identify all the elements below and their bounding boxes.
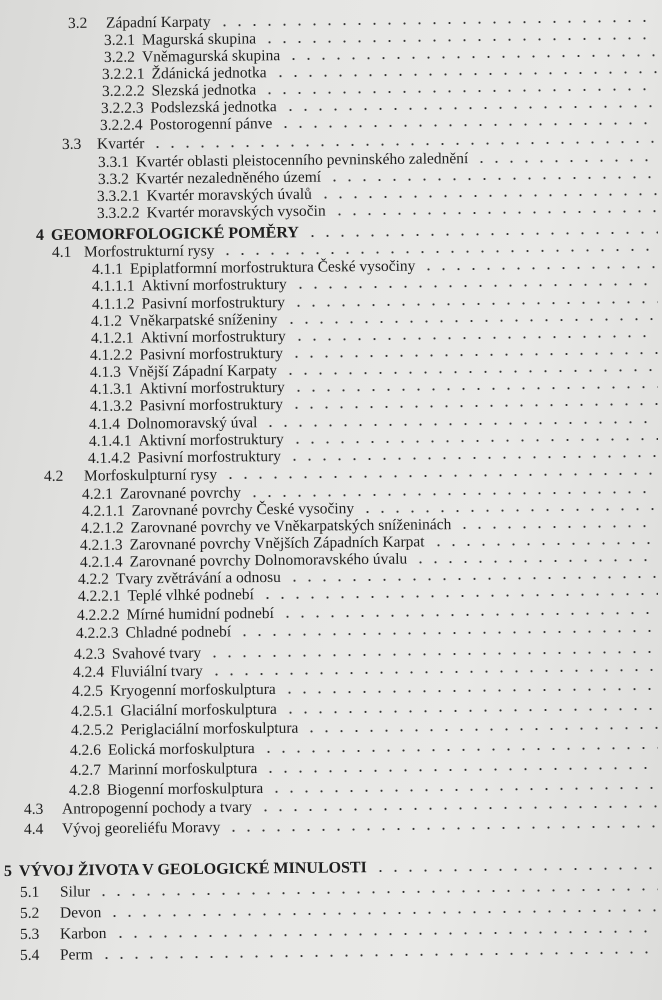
toc-entry-number: 3.3.1 bbox=[97, 153, 130, 171]
dot-leader bbox=[223, 473, 658, 480]
toc-entry-number: 3.3.2 bbox=[97, 170, 130, 188]
toc-entry-number: 3.3 bbox=[61, 135, 82, 153]
toc-entry-number: 5.1 bbox=[19, 883, 40, 901]
toc-entry bbox=[97, 200, 662, 222]
dot-leader bbox=[113, 930, 658, 938]
dot-leader bbox=[332, 210, 658, 215]
toc-entry-title: Chladné podnebí bbox=[125, 623, 232, 642]
toc-entry-number: 4.2.8 bbox=[68, 781, 101, 799]
toc-entry-number: 4.2.1 bbox=[81, 485, 114, 503]
toc-entry-title: Vnější Západní Karpaty bbox=[127, 362, 278, 381]
toc-entry-number: 4.2.1.2 bbox=[80, 519, 124, 537]
toc-entry-title: Magurská skupina bbox=[141, 30, 257, 49]
toc-entry-number: 4.2.2.3 bbox=[75, 624, 119, 642]
toc-entry-number: 4.2.1.4 bbox=[79, 553, 123, 571]
dot-leader bbox=[283, 105, 658, 111]
toc-entry-number: 4.1.4 bbox=[88, 415, 121, 433]
toc-entry-number: 4.1.3.1 bbox=[89, 380, 133, 398]
toc-entry-number: 4.1.3.2 bbox=[89, 397, 133, 415]
dot-leader bbox=[291, 301, 658, 307]
dot-leader bbox=[457, 525, 658, 529]
toc-entry-title: Aktivní morfostruktury bbox=[141, 275, 287, 295]
toc-entry-title: Zarovnané povrchy bbox=[119, 484, 242, 503]
toc-entry bbox=[20, 941, 662, 964]
dot-leader bbox=[107, 909, 658, 917]
dot-leader bbox=[327, 176, 658, 181]
toc-entry-title: Kvartér moravských úvalů bbox=[146, 185, 312, 205]
toc-entry-title: Aktivní morfostruktury bbox=[138, 430, 284, 450]
dot-leader bbox=[263, 421, 658, 427]
toc-entry-title: Karbon bbox=[59, 925, 107, 943]
toc-entry-number: 4 bbox=[35, 226, 45, 244]
dot-leader bbox=[421, 266, 658, 270]
dot-leader bbox=[247, 491, 658, 497]
toc-entry-title: Slezská jednotka bbox=[151, 81, 257, 100]
toc-entry-title: VÝVOJ ŽIVOTA V GEOLOGICKÉ MINULOSTI bbox=[18, 859, 367, 880]
toc-entry-number: 4.2.1.1 bbox=[81, 502, 125, 520]
toc-entry-number: 4.1.2.2 bbox=[89, 346, 133, 364]
toc-entry-number: 4.1.2 bbox=[90, 312, 123, 330]
toc-entry-title: Dolnomoravský úval bbox=[126, 414, 258, 433]
dot-leader bbox=[474, 159, 658, 163]
toc-entry-title: Morfoskulpturní rysy bbox=[83, 466, 218, 485]
toc-entry-title: Devon bbox=[59, 904, 102, 922]
dot-leader bbox=[289, 352, 658, 358]
toc-entry-title: Teplé vlhké podnebí bbox=[127, 586, 255, 605]
dot-leader bbox=[237, 630, 658, 636]
toc-entry-title: Biogenní morfoskulptura bbox=[106, 779, 264, 799]
dot-leader bbox=[289, 403, 658, 409]
toc-entry-number: 4.1.1 bbox=[91, 260, 124, 278]
toc-entry-title: Zarovnané povrchy České vysočiny bbox=[131, 500, 355, 520]
toc-entry-number: 5.4 bbox=[19, 946, 40, 964]
toc-entry-title: GEOMORFOLOGICKÉ POMĚRY bbox=[50, 224, 299, 244]
toc-entry-number: 4.2.5.2 bbox=[70, 721, 114, 739]
toc-entry-title: Epiplatformní morfostruktura České vysočiny bbox=[129, 257, 416, 278]
toc-entry-number: 4.1.3 bbox=[89, 363, 122, 381]
toc-entry-title: Silur bbox=[59, 883, 91, 901]
toc-entry-number: 4.2.1.3 bbox=[79, 536, 123, 554]
dot-leader bbox=[360, 508, 658, 513]
toc-entry-title: Pasivní morfostruktury bbox=[137, 447, 282, 467]
dot-leader bbox=[284, 318, 659, 324]
toc-entry-number: 4.2.5.1 bbox=[70, 702, 114, 720]
dot-leader bbox=[318, 193, 658, 199]
toc-entry bbox=[70, 737, 662, 759]
dot-leader bbox=[431, 542, 658, 546]
toc-entry-number: 5.2 bbox=[19, 904, 40, 922]
toc-entry-title: Ždánická jednotka bbox=[151, 64, 267, 83]
dot-leader bbox=[292, 335, 658, 341]
toc-entry-title: Kvartér nezaledněného území bbox=[135, 168, 322, 188]
toc-entry bbox=[72, 678, 662, 700]
toc-entry-title: Pasivní morfostruktury bbox=[139, 344, 284, 364]
dot-leader bbox=[280, 612, 658, 618]
dot-leader bbox=[207, 651, 658, 658]
dot-leader bbox=[413, 559, 658, 564]
toc-entry-title: Pasivní morfostruktury bbox=[139, 395, 284, 415]
toc-entry-title: Morfostrukturní rysy bbox=[83, 242, 215, 261]
toc-entry-title: Svahové tvary bbox=[111, 644, 202, 663]
toc-entry-number: 4.4 bbox=[23, 820, 44, 838]
toc-entry-number: 4.2.2.2 bbox=[76, 606, 120, 624]
toc-entry-title: Aktivní morfostruktury bbox=[140, 327, 286, 347]
toc-entry-title: Eolická morfoskulptura bbox=[107, 740, 255, 759]
dot-leader bbox=[291, 386, 658, 392]
toc-entry-title: Kvartér bbox=[96, 135, 145, 153]
toc-entry-title: Glaciální morfoskulptura bbox=[120, 700, 277, 720]
toc-entry-number: 3.2.1 bbox=[103, 31, 136, 49]
toc-entry-number: 3.3.2.2 bbox=[96, 204, 140, 222]
toc-entry bbox=[24, 795, 662, 818]
toc-entry bbox=[73, 659, 662, 681]
dot-leader bbox=[220, 249, 658, 256]
dot-leader bbox=[226, 825, 658, 832]
toc-entry-title: Podslezská jednotka bbox=[150, 98, 277, 117]
dot-leader bbox=[304, 727, 658, 733]
toc-entry-title: Vývoj georeliéfu Moravy bbox=[61, 818, 221, 838]
toc-entry bbox=[71, 717, 662, 739]
dot-leader bbox=[260, 593, 658, 599]
toc-entry-title: Pasivní morfostruktury bbox=[141, 293, 286, 313]
dot-leader bbox=[287, 576, 658, 582]
toc-entry-title: Perm bbox=[59, 946, 93, 964]
dot-leader bbox=[283, 369, 658, 375]
dot-leader bbox=[269, 787, 658, 793]
toc-entry-number: 4.1.1.1 bbox=[91, 277, 135, 295]
toc-entry-number: 4.3 bbox=[23, 800, 44, 818]
dot-leader bbox=[273, 71, 658, 77]
dot-leader bbox=[287, 455, 658, 461]
dot-leader bbox=[286, 54, 658, 60]
toc-entry-number: 3.2.2.1 bbox=[101, 65, 145, 83]
toc-entry-number: 3.3.2.1 bbox=[96, 187, 140, 205]
dot-leader bbox=[263, 767, 658, 773]
toc-entry bbox=[70, 757, 662, 779]
toc-entry-title: Západní Karpaty bbox=[105, 13, 211, 32]
toc-entry-title: Zarovnané povrchy Vnějších Západních Karpat bbox=[129, 533, 425, 554]
toc-entry-number: 3.2.2 bbox=[103, 48, 136, 66]
toc-entry-title: Postorogenní pánve bbox=[149, 115, 273, 134]
dot-leader bbox=[150, 141, 658, 148]
dot-leader bbox=[373, 867, 658, 872]
toc-entry-number: 3.2.2.3 bbox=[100, 99, 144, 117]
toc-entry bbox=[20, 920, 662, 943]
toc-entry-number: 5.3 bbox=[19, 925, 40, 943]
toc-chapter-heading bbox=[4, 857, 662, 880]
toc-entry-number: 4.1.1.2 bbox=[91, 295, 135, 313]
toc-entry-number: 4.2.2.1 bbox=[77, 587, 121, 605]
toc-entry-number: 5 bbox=[3, 862, 13, 880]
dot-leader bbox=[217, 20, 658, 27]
toc-entry-title: Aktivní morfostruktury bbox=[139, 378, 285, 398]
toc-entry bbox=[76, 620, 662, 642]
toc-entry-number: 4.2.7 bbox=[69, 761, 102, 779]
toc-entry-title: Vněkarpatské sníženiny bbox=[128, 311, 278, 330]
toc-entry-title: Kvartér oblasti pleistocenního pevninského zalednění bbox=[135, 150, 469, 171]
toc-entry-title: Periglaciální morfoskulptura bbox=[120, 719, 299, 739]
toc-entry-number: 3.2 bbox=[67, 14, 88, 32]
dot-leader bbox=[278, 122, 658, 128]
dot-leader bbox=[283, 708, 658, 714]
dot-leader bbox=[99, 951, 658, 959]
toc-entry-title: Mírné humidní podnebí bbox=[126, 604, 274, 624]
toc-entry-title: Antropogenní pochody a tvary bbox=[61, 798, 252, 818]
toc-entry-number: 3.2.2.4 bbox=[99, 116, 143, 134]
toc-entry-number: 4.2.3 bbox=[73, 645, 106, 663]
dot-leader bbox=[282, 688, 658, 694]
dot-leader bbox=[258, 805, 658, 811]
dot-leader bbox=[209, 669, 658, 676]
toc-entry-title: Zarovnané povrchy Dolnomoravského úvalu bbox=[129, 550, 408, 571]
toc-entry-number: 4.1 bbox=[51, 243, 72, 261]
toc-entry-number: 4.1.4.1 bbox=[88, 432, 132, 450]
toc-entry-title: Fluviální tvary bbox=[110, 662, 203, 681]
toc-entry-number: 4.2.6 bbox=[69, 741, 102, 759]
dot-leader bbox=[262, 37, 658, 43]
toc-entry bbox=[20, 878, 662, 901]
toc-entry bbox=[71, 698, 662, 720]
toc-entry-title: Vněmagurská skupina bbox=[141, 47, 281, 66]
toc-entry-number: 4.2.4 bbox=[72, 663, 105, 681]
toc-entry-title: Kvartér moravských vysočin bbox=[146, 202, 326, 222]
dot-leader bbox=[305, 231, 658, 237]
toc-entry-number: 4.2 bbox=[43, 467, 64, 485]
toc-entry-number: 4.1.2.1 bbox=[90, 329, 134, 347]
toc-entry-title: Kryogenní morfoskulptura bbox=[109, 680, 276, 700]
toc-entry-title: Tvary zvětrávání a odnosu bbox=[115, 568, 281, 588]
toc-entry-number: 4.2.5 bbox=[71, 682, 104, 700]
dot-leader bbox=[262, 88, 658, 94]
toc-entry-title: Zarovnané povrchy ve Vněkarpatských sníženinách bbox=[130, 516, 452, 537]
toc-entry bbox=[78, 583, 662, 605]
toc-entry-number: 4.2.2 bbox=[77, 570, 110, 588]
toc-entry-number: 3.2.2.2 bbox=[101, 82, 145, 100]
toc-entry bbox=[20, 899, 662, 922]
dot-leader bbox=[290, 438, 658, 444]
dot-leader bbox=[96, 888, 658, 896]
dot-leader bbox=[293, 283, 658, 289]
toc-entry bbox=[24, 815, 662, 838]
toc-entry-title: Marinní morfoskulptura bbox=[107, 760, 258, 779]
toc-entry-number: 4.1.4.2 bbox=[87, 449, 131, 467]
dot-leader bbox=[261, 747, 658, 753]
